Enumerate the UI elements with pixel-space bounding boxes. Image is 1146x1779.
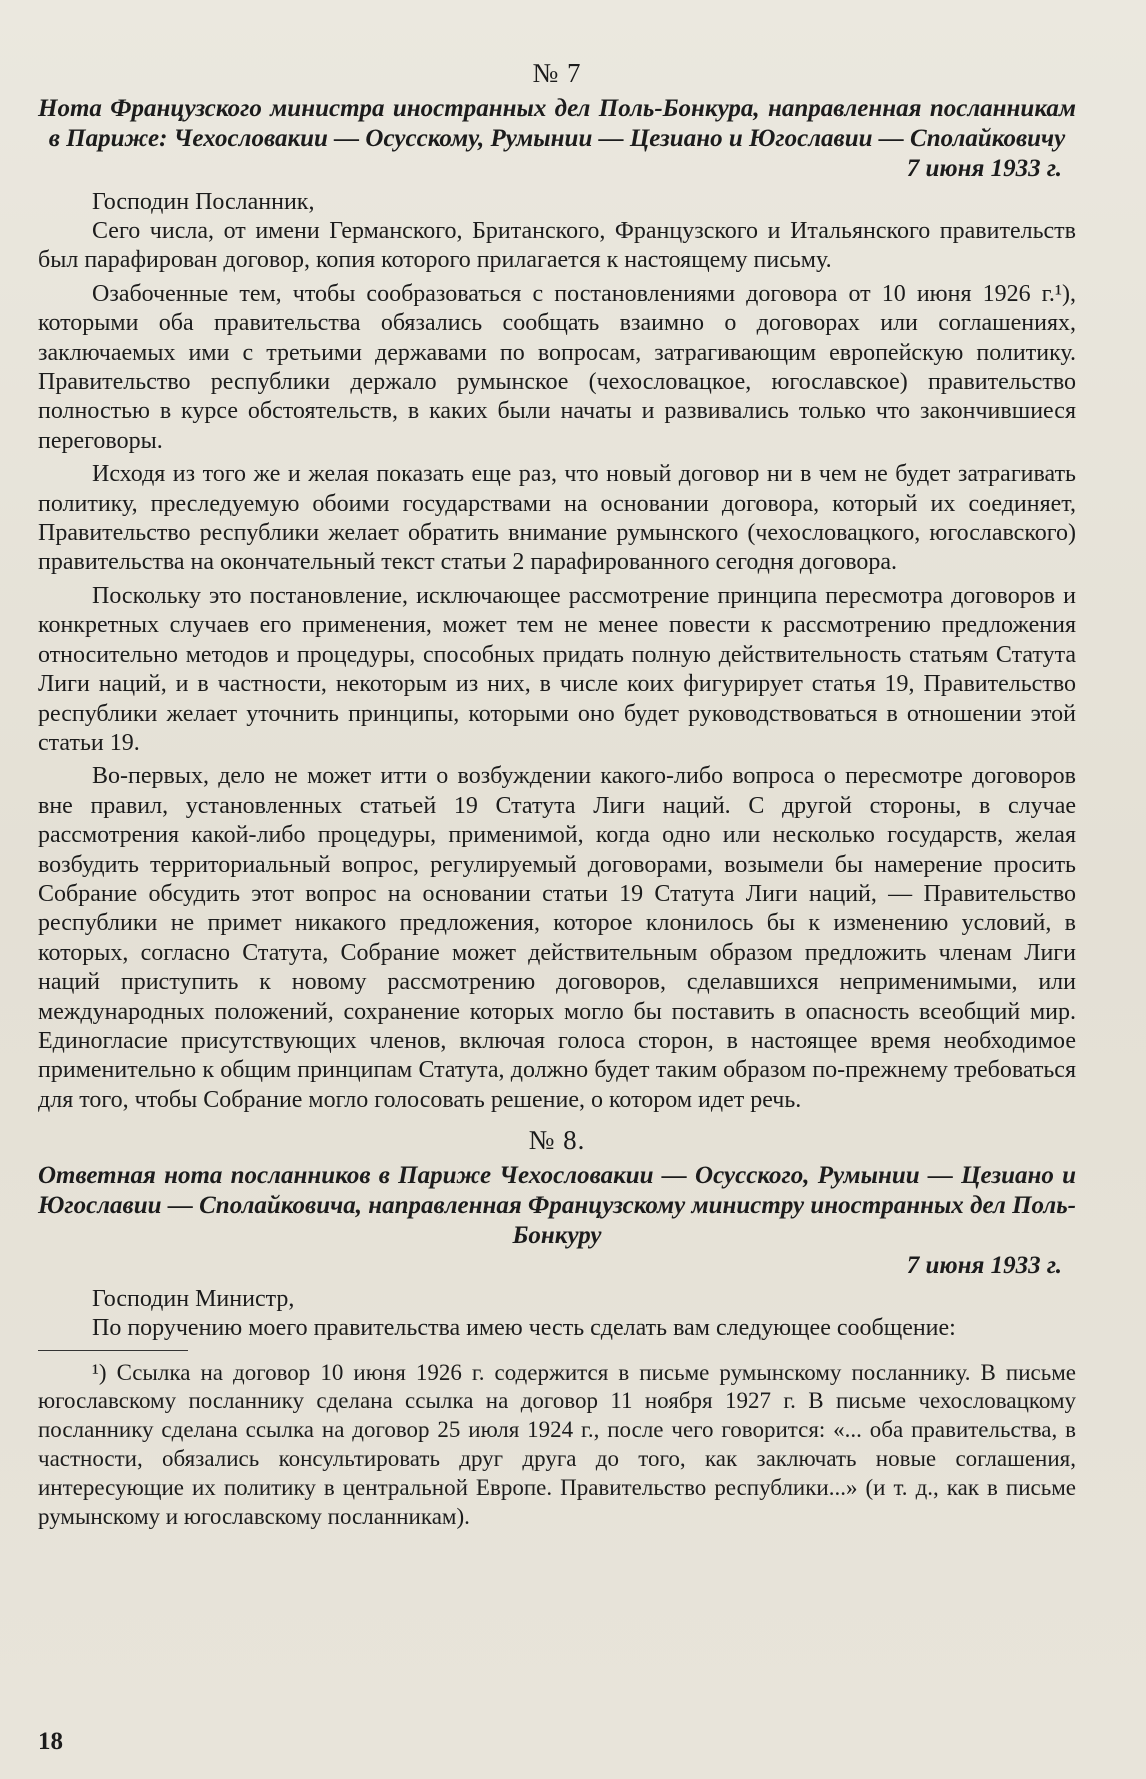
document-8-number: № 8.: [528, 1125, 586, 1156]
footnote-separator: [38, 1350, 188, 1351]
document-7-title: Нота Французского министра иностранных дел Поль-Бонкура, направленная посланникам в Париже: Чехословакии — Осусскому, Румынии — Цезиано и Югославии — Сполайковичу: [38, 95, 1076, 152]
document-8-salutation: Господин Министр,: [92, 1286, 295, 1313]
document-8-title: Ответная нота посланников в Париже Чехословакии — Осусского, Румынии — Цезиано и Югославии — Сполайковича, направленная Французскому министру иностранных дел Поль-Бонкуру: [38, 1162, 1076, 1250]
document-8-date: 7 июня 1933 г.: [906, 1252, 1062, 1280]
footnote: ¹) Ссылка на договор 10 июня 1926 г. содержится в письме румынскому посланнику. В письме югославскому посланнику сделана ссылка на договор 11 ноября 1927 г. В письме чехословацкому посланнику сделана ссылка на договор 25 июля 1924 г., после чего говорится: «... оба правительства, в частности, обязались консультировать друг друга до того, как заключать новые соглашения, интересующие их политику в центральной Европе. Правительство республики...» (и т. д., как в письме румынскому и югославскому посланникам).: [38, 1359, 1076, 1529]
document-7-paragraph-5: Во-первых, дело не может итти о возбуждении какого-либо вопроса о пересмотре договоров вне правил, установленных статьей 19 Статута Лиги наций. С другой стороны, в случае рассмотрения какой-либо процедуры, применимой, когда одно или несколько государств, желая возбудить территориальный вопрос, регулируемый договорами, возымели бы намерение просить Собрание обсудить этот вопрос на основании статьи 19 Статута Лиги наций, — Правительство республики не примет никакого предложения, которое клонилось бы к изменению условий, в которых, согласно Статута, Собрание может действительным образом предложить членам Лиги наций приступить к новому рассмотрению договоров, сделавшихся неприменимыми, или международных положений, сохранение которых могло бы поставить в опасность всеобщий мир. Единогласие присутствующих членов, включая голоса сторон, в настоящее время необходимое применительно к общим принципам Статута, должно будет таким образом по-прежнему требоваться для того, чтобы Собрание могло голосовать решение, о котором идет речь.: [38, 763, 1076, 1113]
document-7-date: 7 июня 1933 г.: [906, 155, 1062, 182]
document-7-number: № 7: [532, 58, 582, 88]
page-number: 18: [38, 1728, 63, 1755]
document-7-paragraph-2: Озабоченные тем, чтобы сообразоваться с постановлениями договора от 10 июня 1926 г.¹), которыми оба правительства обязались сообщать взаимно о договорах или соглашениях, заключаемых ими с третьими державами по вопросам, затрагивающим европейскую политику. Правительство республики держало румынское (чехословацкое, югославское) правительство полностью в курсе обстоятельств, в каких были начаты и развивались только что закончившиеся переговоры.: [38, 280, 1076, 454]
document-7-paragraph-3: Исходя из того же и желая показать еще раз, что новый договор ни в чем не будет затрагивать политику, преследуемую обоими государствами на основании договора, который их соединяет, Правительство республики желает обратить внимание румынского (чехословацкого, югославского) правительства на окончательный текст статьи 2 парафированного сегодня договора.: [38, 461, 1076, 576]
page-content: [38, 58, 1076, 1531]
document-7-paragraph-1: Сего числа, от имени Германского, Британского, Французского и Итальянского правительств был парафирован договор, копия которого прилагается к настоящему письму.: [38, 218, 1076, 274]
document-7-paragraph-4: Поскольку это постановление, исключающее рассмотрение принципа пересмотра договоров и конкретных случаев его применения, может тем не менее повести к рассмотрению предложения относительно методов и процедуры, способных придать полную действительность статьям Статута Лиги наций, и в частности, некоторым из них, в числе коих фигурирует статья 19, Правительство республики желает уточнить принципы, которыми оно будет руководствоваться в отношении этой статьи 19.: [38, 582, 1076, 756]
document-8-paragraph: По поручению моего правительства имею честь сделать вам следующее сообщение:: [92, 1315, 956, 1342]
document-7-salutation: Господин Посланник,: [92, 189, 315, 215]
